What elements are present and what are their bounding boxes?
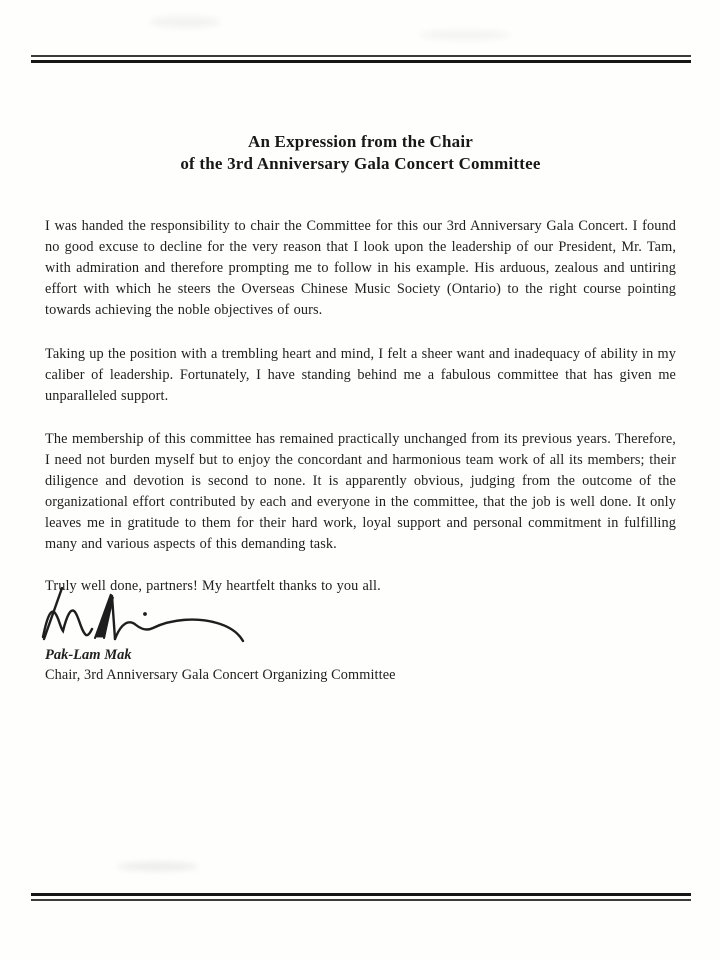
signer-name: Pak-Lam Mak (45, 647, 132, 663)
page-title-line2: of the 3rd Anniversary Gala Concert Committee (180, 154, 541, 173)
paragraph-3: The membership of this committee has remained practically unchanged from its previous years. Therefore, I need not burden myself but to enjoy the concordant and harmonious team work of all its members; their diligence and devotion is second to none. It is apparently obvious, judging from the outcome of the organizational effort contributed by each and everyone in the committee, that the job is well done. It only leaves me in gratitude to them for their hard work, loyal support and personal commitment in fulfilling many and various aspects of this demanding task. (45, 431, 676, 552)
page-title-line1: An Expression from the Chair (247, 132, 474, 151)
page-title (45, 131, 676, 175)
scan-smudge (118, 862, 198, 871)
signature-scribble-icon (41, 587, 291, 647)
bottom-double-rule (31, 893, 691, 901)
paragraph-1: I was handed the responsibility to chair the Committee for this our 3rd Anniversary Gala Concert. I found no good excuse to decline for the very reason that I look upon the leadership of our President, Mr. Tam, with admiration and therefore prompting me to follow in his example. His arduous, zealous and untiring effort with which he steers the Overseas Chinese Music Society (Ontario) to the right course pointing towards achieving the noble objectives of ours. (45, 218, 676, 318)
closing-line: Truly well done, partners! My heartfelt thanks to you all. (45, 578, 381, 594)
signer-role: Chair, 3rd Anniversary Gala Concert Organizing Committee (45, 667, 396, 683)
letter-body (45, 216, 676, 597)
letter-content (45, 0, 676, 686)
paragraph-2: Taking up the position with a trembling heart and mind, I felt a sheer want and inadequacy of ability in my caliber of leadership. Fortunately, I have standing behind me a fabulous committee that has given me unparalleled support. (45, 346, 676, 404)
